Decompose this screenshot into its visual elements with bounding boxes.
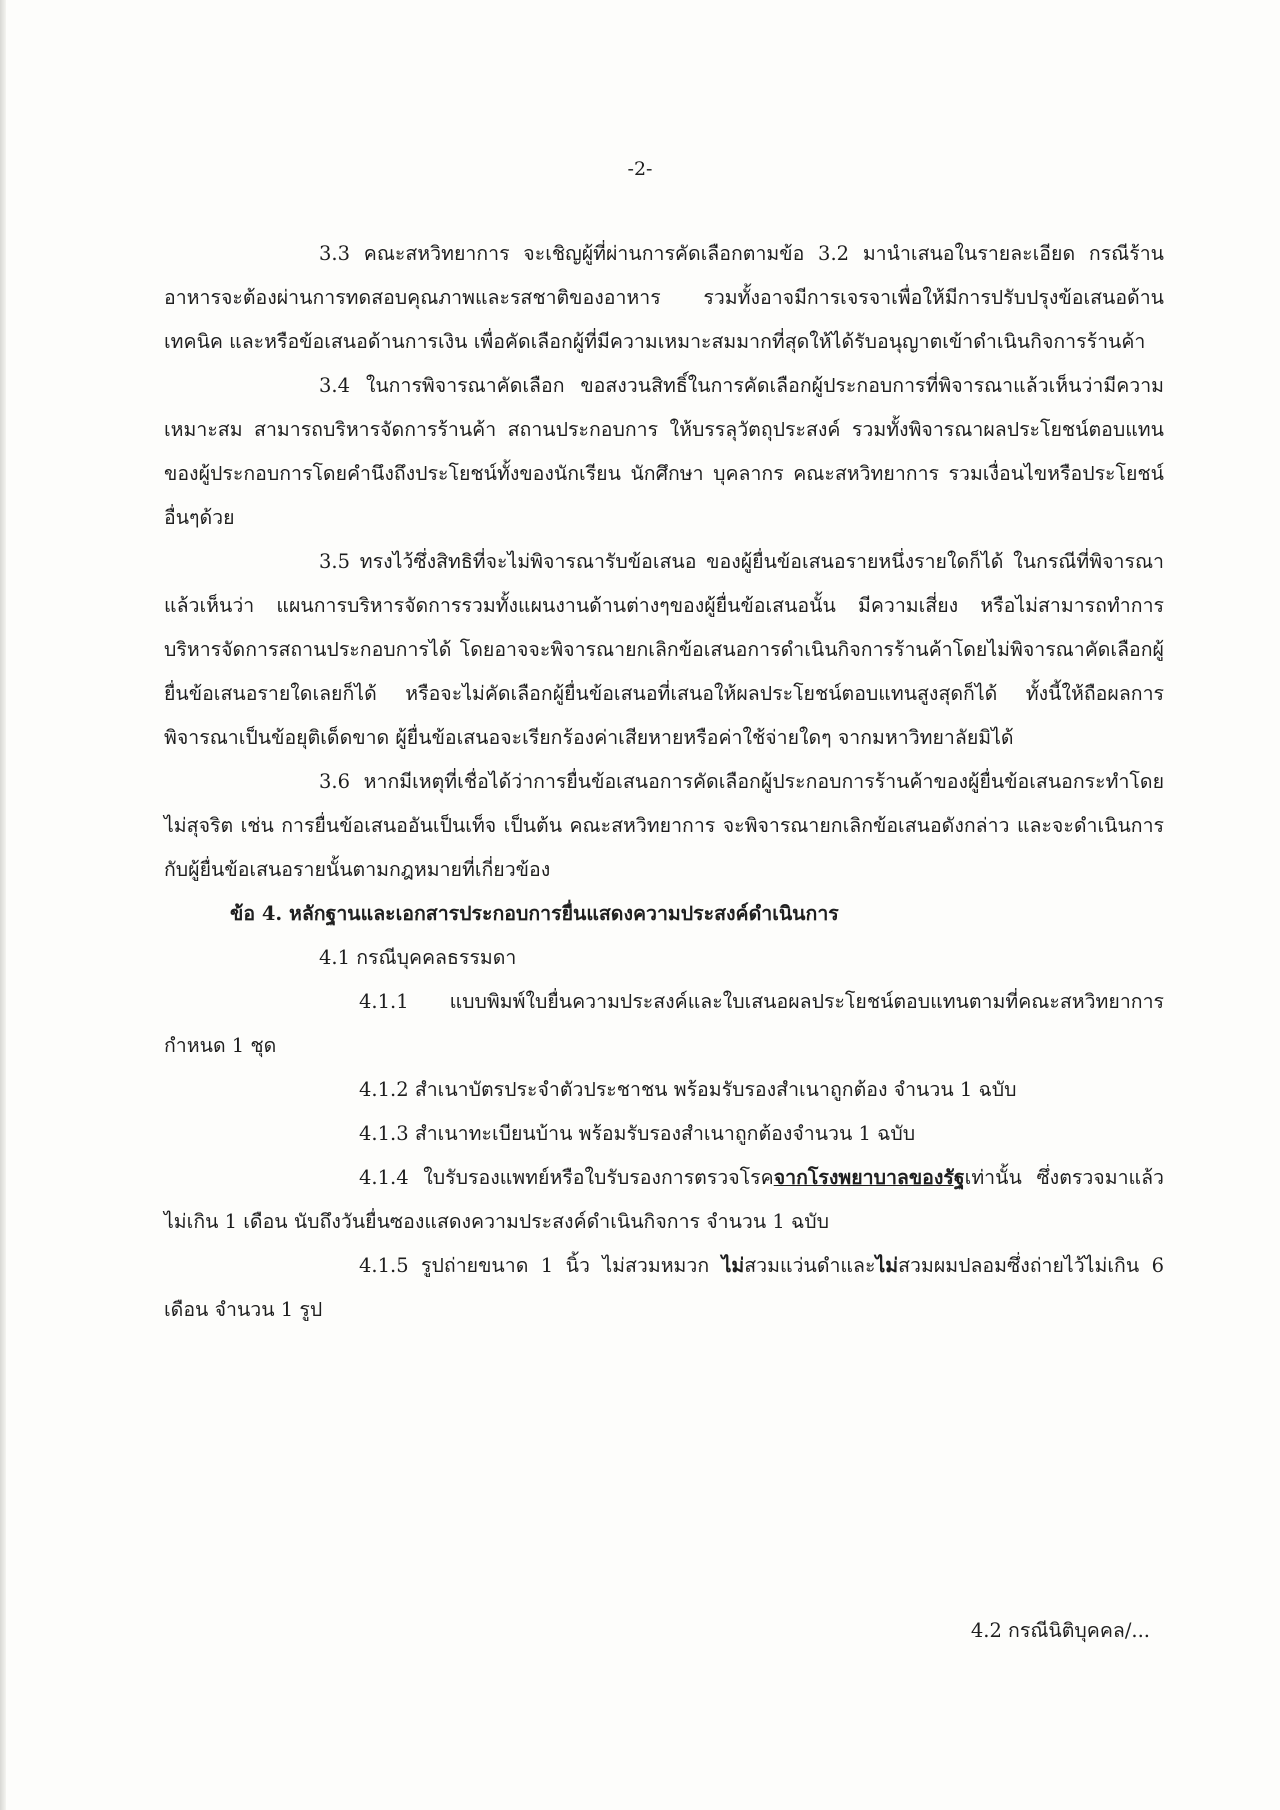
item-4-1-5-text-c: สวมแว่นดำและ [744,1254,876,1277]
document-body [164,232,1164,1332]
item-4-1-4-underlined: จากโรงพยาบาลของรัฐ [773,1166,965,1189]
item-4-1-5-bold-2: ไม่ [875,1254,899,1277]
paragraph-3-5: 3.5 ทรงไว้ซึ่งสิทธิที่จะไม่พิจารณารับข้อเสนอ ของผู้ยื่นข้อเสนอรายหนึ่งรายใดก็ได้ ในกรณีที่พิจารณาแล้วเห็นว่า แผนการบริหารจัดการรวมทั้งแผนงานด้านต่างๆของผู้ยื่นข้อเสนอนั้น มีความเสี่ยง หรือไม่สามารถทำการบริหารจัดการสถานประกอบการได้ โดยอาจจะพิจารณายกเลิกข้อเสนอการดำเนินกิจการร้านค้าโดยไม่พิจารณาคัดเลือกผู้ยื่นข้อเสนอรายใดเลยก็ได้ หรือจะไม่คัดเลือกผู้ยื่นข้อเสนอที่เสนอให้ผลประโยชน์ตอบแทนสูงสุดก็ได้ ทั้งนี้ให้ถือผลการพิจารณาเป็นข้อยุติเด็ดขาด ผู้ยื่นข้อเสนอจะเรียกร้องค่าเสียหายหรือค่าใช้จ่ายใดๆ จากมหาวิทยาลัยมิได้ [164,550,1164,749]
item-4-1-1: 4.1.1 แบบพิมพ์ใบยื่นความประสงค์และใบเสนอผลประโยชน์ตอบแทนตามที่คณะสหวิทยาการกำหนด 1 ชุด [164,990,1164,1057]
item-4-1-2: 4.1.2 สำเนาบัตรประจำตัวประชาชน พร้อมรับรองสำเนาถูกต้อง จำนวน 1 ฉบับ [359,1078,1017,1101]
page-number: -2- [627,158,653,180]
item-4-1-5-bold-1: ไม่ [721,1254,745,1277]
item-4-1-5-text-e: สวมผมปลอมซึ่งถ่ายไว้ไม่เกิน 6 เดือน จำนวน 1 รูป [164,1254,1164,1321]
item-4-1-5-text-a: 4.1.5 รูปถ่ายขนาด 1 นิ้ว ไม่สวมหมวก [359,1254,722,1277]
subsection-4-1-heading: 4.1 กรณีบุคคลธรรมดา [319,946,517,969]
paragraph-3-6: 3.6 หากมีเหตุที่เชื่อได้ว่าการยื่นข้อเสนอการคัดเลือกผู้ประกอบการร้านค้าของผู้ยื่นข้อเสนอกระทำโดยไม่สุจริต เช่น การยื่นข้อเสนออันเป็นเท็จ เป็นต้น คณะสหวิทยาการ จะพิจารณายกเลิกข้อเสนอดังกล่าว และจะดำเนินการกับผู้ยื่นข้อเสนอรายนั้นตามกฎหมายที่เกี่ยวข้อง [164,770,1164,881]
item-4-1-4-text-c: เท่านั้น ซึ่งตรวจมาแล้วไม่เกิน 1 เดือน นับถึงวันยื่นซองแสดงความประสงค์ดำเนินกิจการ จำนวน 1 ฉบับ [164,1166,1164,1233]
footer-continuation: 4.2 กรณีนิติบุคคล/... [970,1619,1150,1642]
item-4-1-5 [164,1244,1164,1332]
section-4-heading: ข้อ 4. หลักฐานและเอกสารประกอบการยื่นแสดงความประสงค์ดำเนินการ [230,902,839,925]
scan-edge [0,0,6,1810]
item-4-1-3: 4.1.3 สำเนาทะเบียนบ้าน พร้อมรับรองสำเนาถูกต้องจำนวน 1 ฉบับ [359,1122,916,1145]
item-4-1-4-text-a: 4.1.4 ใบรับรองแพทย์หรือใบรับรองการตรวจโรค [359,1166,774,1189]
paragraph-3-4: 3.4 ในการพิจารณาคัดเลือก ขอสงวนสิทธิ์ในการคัดเลือกผู้ประกอบการที่พิจารณาแล้วเห็นว่ามีความเหมาะสม สามารถบริหารจัดการร้านค้า สถานประกอบการ ให้บรรลุวัตถุประสงค์ รวมทั้งพิจารณาผลประโยชน์ตอบแทนของผู้ประกอบการโดยคำนึงถึงประโยชน์ทั้งของนักเรียน นักศึกษา บุคลากร คณะสหวิทยาการ รวมเงื่อนไขหรือประโยชน์อื่นๆด้วย [164,374,1164,529]
paragraph-3-3: 3.3 คณะสหวิทยาการ จะเชิญผู้ที่ผ่านการคัดเลือกตามข้อ 3.2 มานำเสนอในรายละเอียด กรณีร้านอาหารจะต้องผ่านการทดสอบคุณภาพและรสชาติของอาหาร รวมทั้งอาจมีการเจรจาเพื่อให้มีการปรับปรุงข้อเสนอด้านเทคนิค และหรือข้อเสนอด้านการเงิน เพื่อคัดเลือกผู้ที่มีความเหมาะสมมากที่สุดให้ได้รับอนุญาตเข้าดำเนินกิจการร้านค้า [164,242,1164,353]
item-4-1-4 [164,1156,1164,1244]
